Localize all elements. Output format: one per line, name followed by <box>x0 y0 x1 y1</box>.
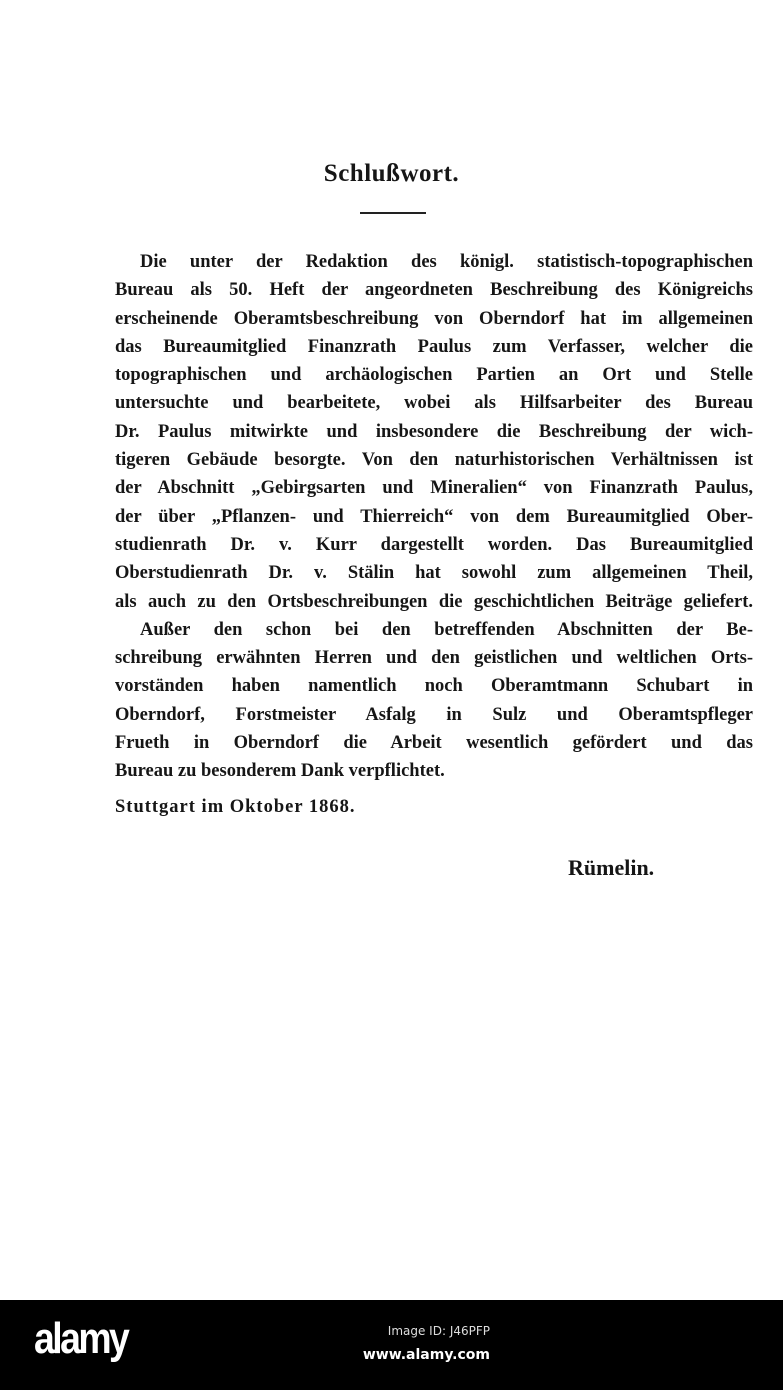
text-line: Frueth in Oberndorf die Arbeit wesentlich gefördert und das <box>115 733 753 754</box>
text-line: Oberstudienrath Dr. v. Stälin hat sowohl zum allgemeinen Theil, <box>115 563 753 584</box>
text-line: topographischen und archäologischen Partien an Ort und Stelle <box>115 365 753 386</box>
image-id: Image ID: J46PFP <box>387 1324 490 1338</box>
text-line: tigeren Gebäude besorgte. Von den naturhistorischen Verhältnissen ist <box>115 450 753 471</box>
text-line: erscheinende Oberamtsbeschreibung von Oberndorf hat im allgemeinen <box>115 308 753 329</box>
title-divider <box>360 212 426 214</box>
alamy-logo: alamy <box>34 1314 128 1363</box>
text-line: als auch zu den Ortsbeschreibungen die geschichtlichen Beiträge geliefert. <box>115 591 753 612</box>
text-line: Bureau zu besonderem Dank verpflichtet. <box>115 761 445 782</box>
website-url: www.alamy.com <box>362 1347 490 1363</box>
place-date: Stuttgart im Oktober 1868. <box>115 797 356 817</box>
text-line: Dr. Paulus mitwirkte und insbesondere die Beschreibung der wich- <box>115 421 753 442</box>
signature: Rümelin. <box>568 855 655 880</box>
watermark-footer <box>0 1300 783 1390</box>
text-line: schreibung erwähnten Herren und den geistlichen und weltlichen Orts- <box>115 648 753 669</box>
text-line: Oberndorf, Forstmeister Asfalg in Sulz und Oberamtspfleger <box>115 704 753 725</box>
text-line: der über „Pflanzen- und Thierreich“ von dem Bureaumitglied Ober- <box>115 506 753 527</box>
text-line: studienrath Dr. v. Kurr dargestellt worden. Das Bureaumitglied <box>115 534 753 555</box>
text-line: Die unter der Redaktion des königl. statistisch-topographischen <box>140 252 753 272</box>
body-text <box>115 248 753 786</box>
text-line: der Abschnitt „Gebirgsarten und Mineralien“ von Finanzrath Paulus, <box>115 478 753 499</box>
page-title: Schlußwort. <box>323 160 460 187</box>
text-line: Bureau als 50. Heft der angeordneten Beschreibung des Königreichs <box>115 280 753 301</box>
text-line: das Bureaumitglied Finanzrath Paulus zum Verfasser, welcher die <box>115 336 753 357</box>
text-line: untersuchte und bearbeitete, wobei als Hilfsarbeiter des Bureau <box>115 393 753 414</box>
text-line: Außer den schon bei den betreffenden Abschnitten der Be- <box>140 619 753 640</box>
text-line: vorständen haben namentlich noch Oberamtmann Schubart in <box>115 676 753 697</box>
